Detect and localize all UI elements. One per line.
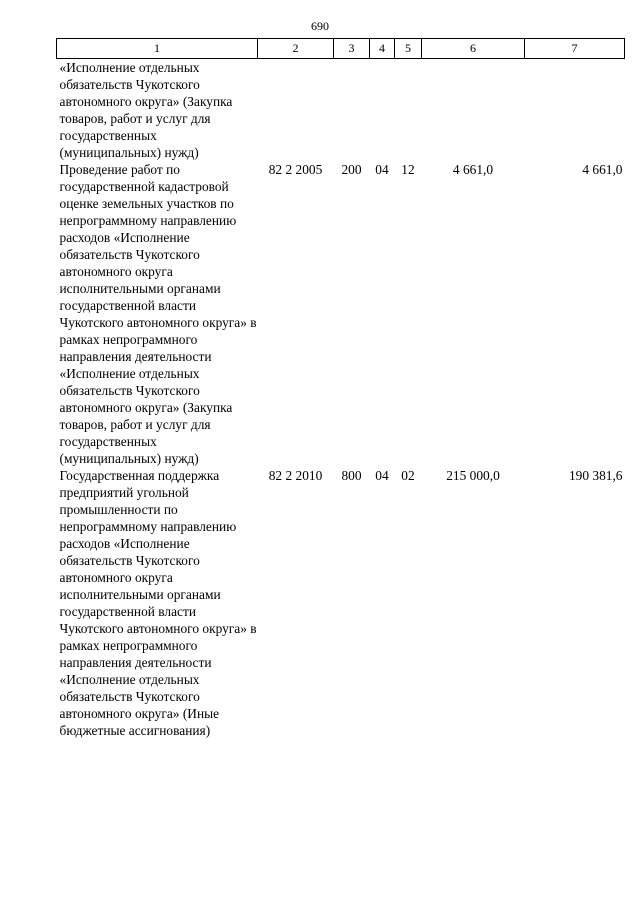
- column-header-3: 3: [334, 39, 370, 59]
- table-row: [57, 467, 625, 739]
- row-subsection: 12: [401, 162, 415, 177]
- table-row: [57, 161, 625, 467]
- column-header-2: 2: [258, 39, 334, 59]
- row-description: Государственная поддержка предприятий угольной промышленности по непрограммному направлению расходов «Исполнение обязательств Чукотского автономного округа исполнительными органами государственной власти Чукотского автономного округа» в рамках непрограммного направления деятельности «Исполнение отдельных обязательств Чукотского автономного округа» (Иные бюджетные ассигнования): [59, 468, 257, 738]
- row-target-code: 82 2 2010: [268, 468, 323, 483]
- row-section: 04: [375, 468, 389, 483]
- row-description: «Исполнение отдельных обязательств Чукотского автономного округа» (Закупка товаров, работ и услуг для государственных (муниципальных) нужд): [59, 60, 233, 160]
- row-target-code: 82 2 2005: [268, 162, 323, 177]
- row-target-code: [258, 59, 334, 162]
- row-executed-amount: [525, 59, 625, 162]
- row-expense-type: [334, 59, 370, 162]
- row-subsection: 02: [401, 468, 415, 483]
- page-number: 690: [311, 19, 329, 33]
- row-description: Проведение работ по государственной кадастровой оценке земельных участков по непрограммному направлению расходов «Исполнение обязательств Чукотского автономного округа исполнительными органами государственной власти Чукотского автономного округа» в рамках непрограммного направления деятельности «Исполнение отдельных обязательств Чукотского автономного округа» (Закупка товаров, работ и услуг для государственных (муниципальных) нужд): [59, 162, 257, 466]
- row-executed-amount: 4 661,0: [582, 162, 623, 177]
- column-header-1: 1: [57, 39, 258, 59]
- row-executed-amount: 190 381,6: [568, 468, 623, 483]
- table-header-row: [57, 39, 625, 59]
- row-expense-type: 200: [341, 162, 362, 177]
- row-expense-type: 800: [341, 468, 362, 483]
- row-section: [370, 59, 395, 162]
- budget-table: [56, 38, 625, 739]
- row-plan-amount: [422, 59, 525, 162]
- table-row: [57, 59, 625, 162]
- column-header-4: 4: [370, 39, 395, 59]
- column-header-6: 6: [422, 39, 525, 59]
- row-section: 04: [375, 162, 389, 177]
- row-subsection: [395, 59, 422, 162]
- column-header-5: 5: [395, 39, 422, 59]
- column-header-7: 7: [525, 39, 625, 59]
- row-plan-amount: 215 000,0: [446, 468, 500, 483]
- row-plan-amount: 4 661,0: [452, 162, 494, 177]
